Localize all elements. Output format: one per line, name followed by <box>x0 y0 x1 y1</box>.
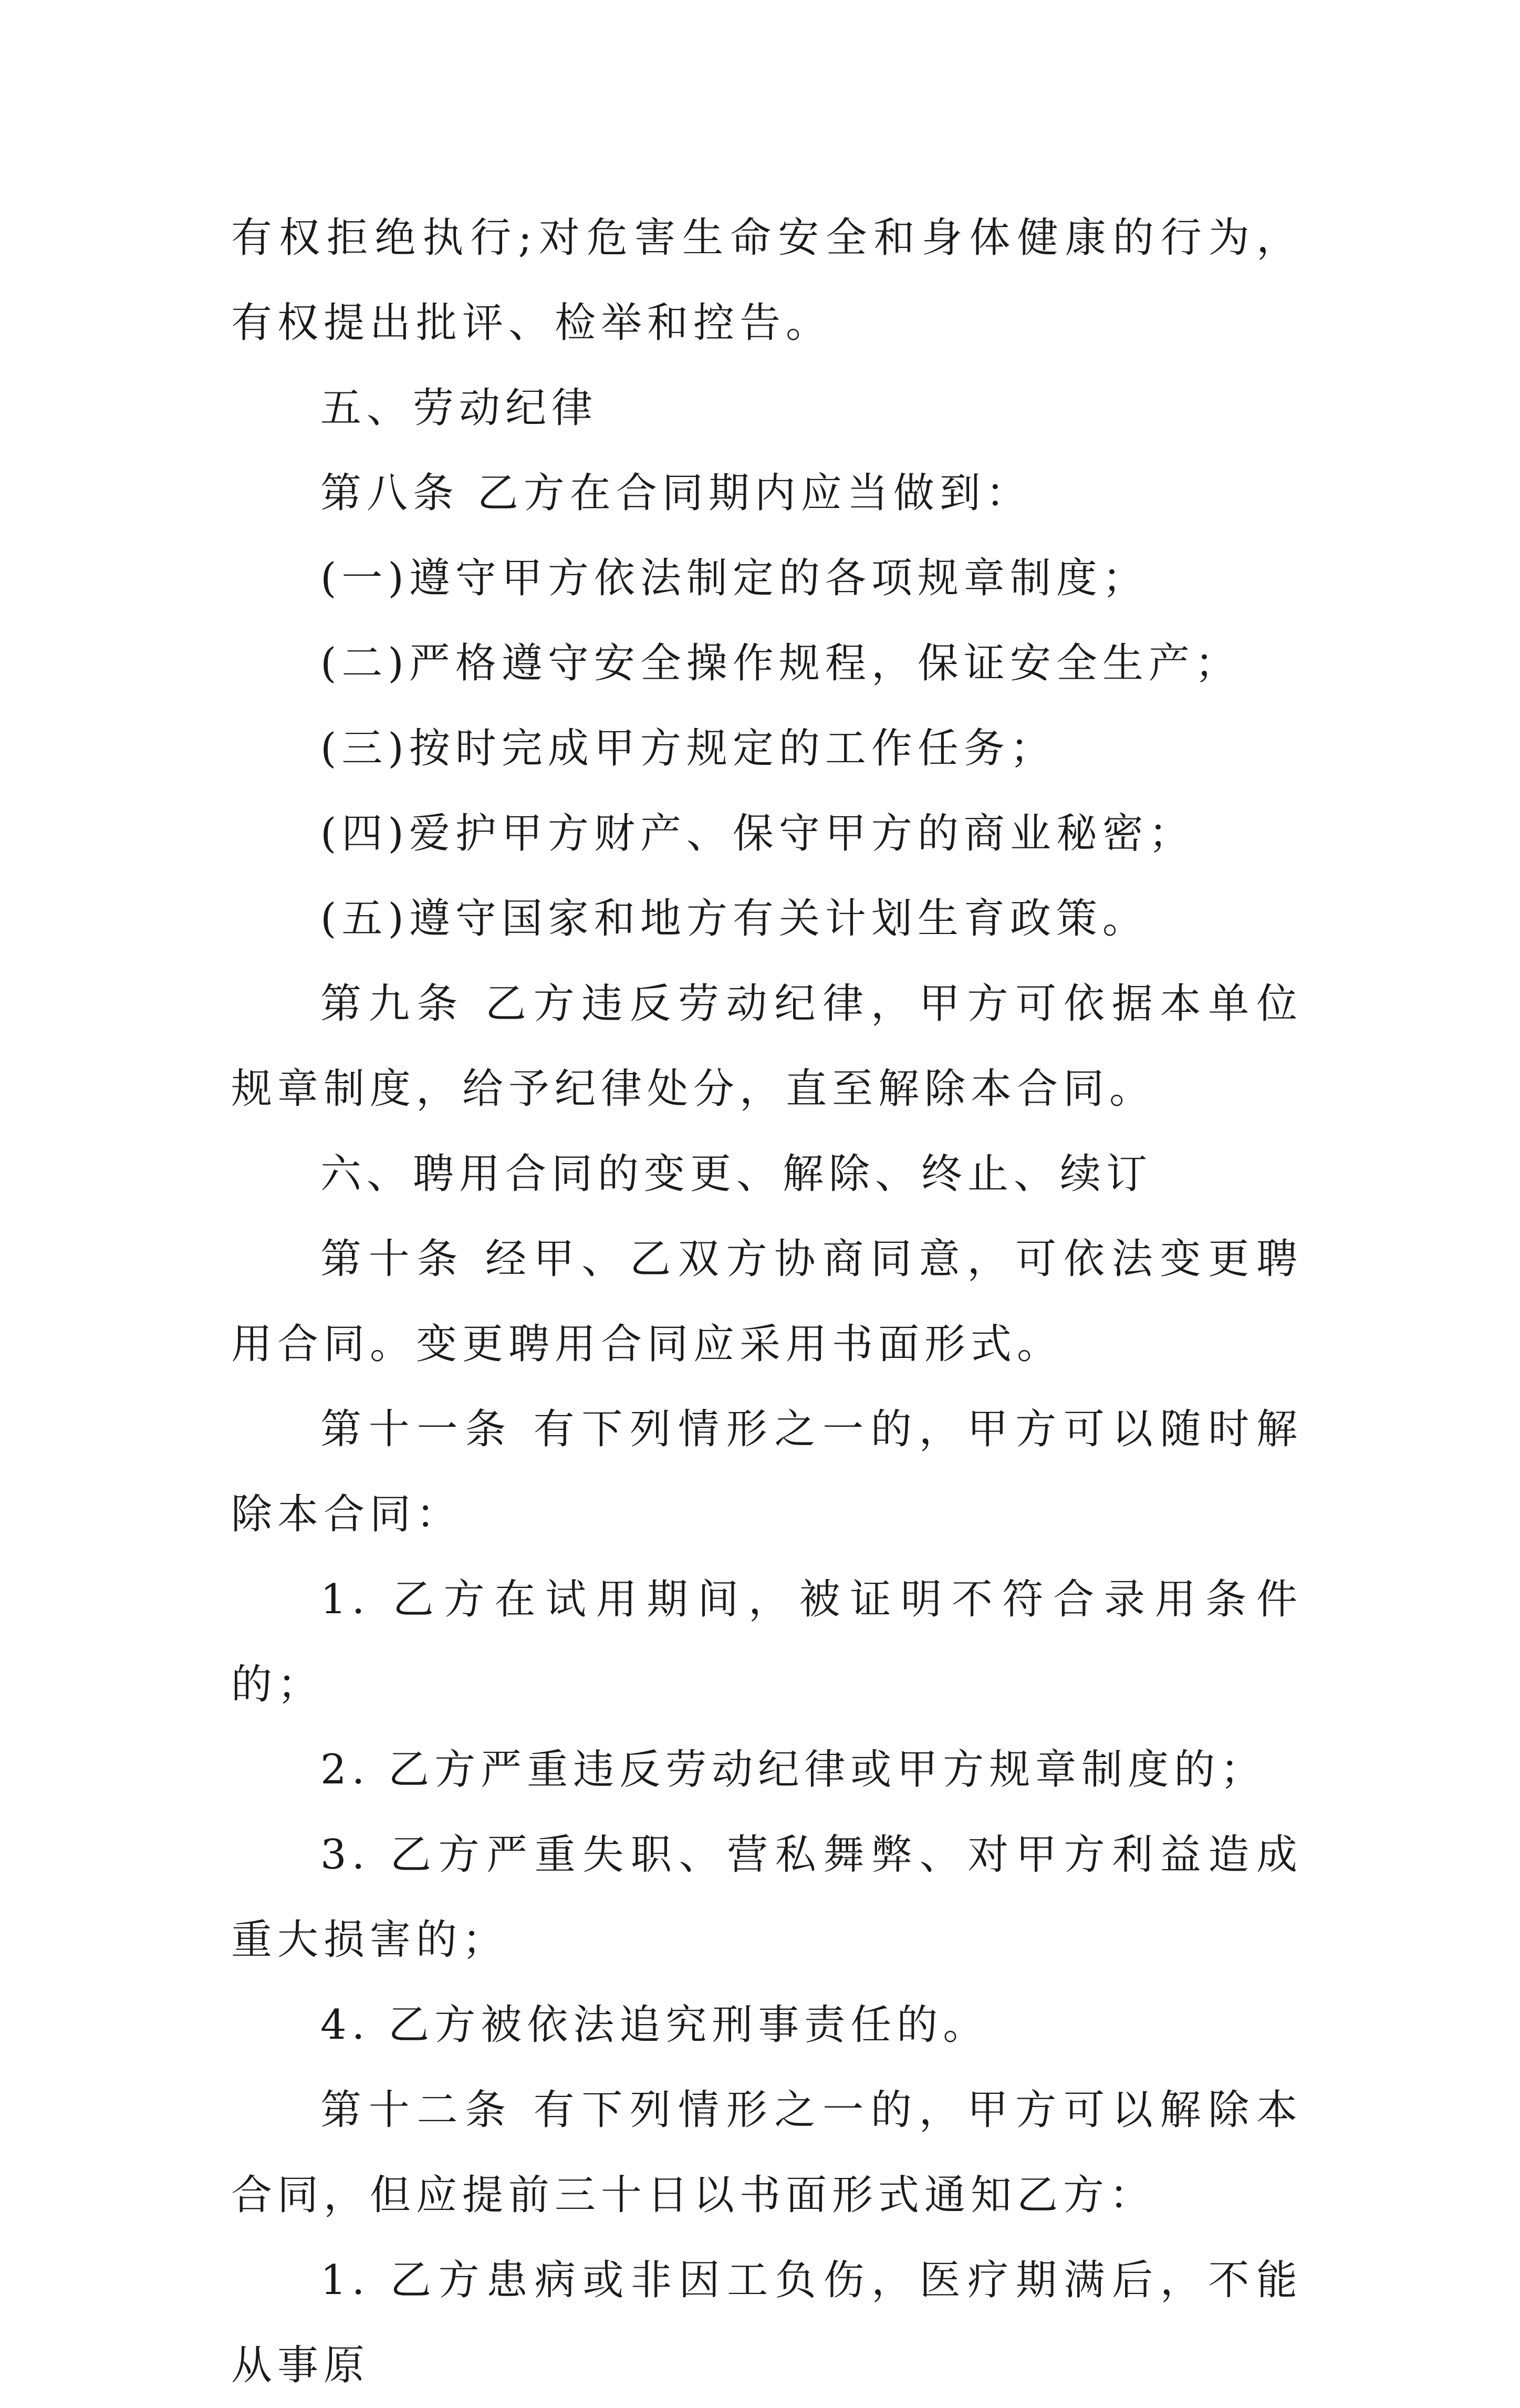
article-8: 第八条 乙方在合同期内应当做到： <box>320 470 1032 517</box>
article-11-item-3: 3. 乙方严重失职、营私舞弊、对甲方利益造成重大损害的； <box>231 1831 1303 1964</box>
document-body <box>231 195 1303 2408</box>
article-8-item-2: (二)严格遵守安全操作规程，保证安全生产； <box>320 640 1241 687</box>
article-11: 第十一条 有下列情形之一的，甲方可以随时解除本合同： <box>231 1406 1303 1538</box>
article-11-item-2: 2. 乙方严重违反劳动纪律或甲方规章制度的； <box>320 1746 1267 1793</box>
article-11-item-1: 1. 乙方在试用期间，被证明不符合录用条件的； <box>231 1576 1303 1708</box>
article-12: 第十二条 有下列情形之一的，甲方可以解除本合同，但应提前三十日以书面形式通知乙方： <box>231 2087 1303 2219</box>
article-8-item-1: (一)遵守甲方依法制定的各项规章制度； <box>320 555 1149 602</box>
section-heading-labor-discipline: 五、劳动纪律 <box>320 385 598 432</box>
article-8-item-4: (四)爱护甲方财产、保守甲方的商业秘密； <box>320 810 1195 857</box>
article-8-item-5: (五)遵守国家和地方有关计划生育政策。 <box>320 895 1149 942</box>
article-10: 第十条 经甲、乙双方协商同意，可依法变更聘用合同。变更聘用合同应采用书面形式。 <box>231 1236 1303 1368</box>
section-heading-contract-changes: 六、聘用合同的变更、解除、终止、续订 <box>320 1150 1153 1198</box>
article-8-item-3: (三)按时完成甲方规定的工作任务； <box>320 725 1056 772</box>
article-11-item-4: 4. 乙方被依法追究刑事责任的。 <box>320 2001 990 2049</box>
article-9: 第九条 乙方违反劳动纪律，甲方可依据本单位规章制度，给予纪律处分，直至解除本合同。 <box>231 980 1303 1113</box>
paragraph-continuation: 有权拒绝执行;对危害生命安全和身体健康的行为，有权提出批评、检举和控告。 <box>231 214 1303 347</box>
article-12-item-1: 1. 乙方患病或非因工负伤，医疗期满后，不能从事原 <box>231 2257 1303 2389</box>
